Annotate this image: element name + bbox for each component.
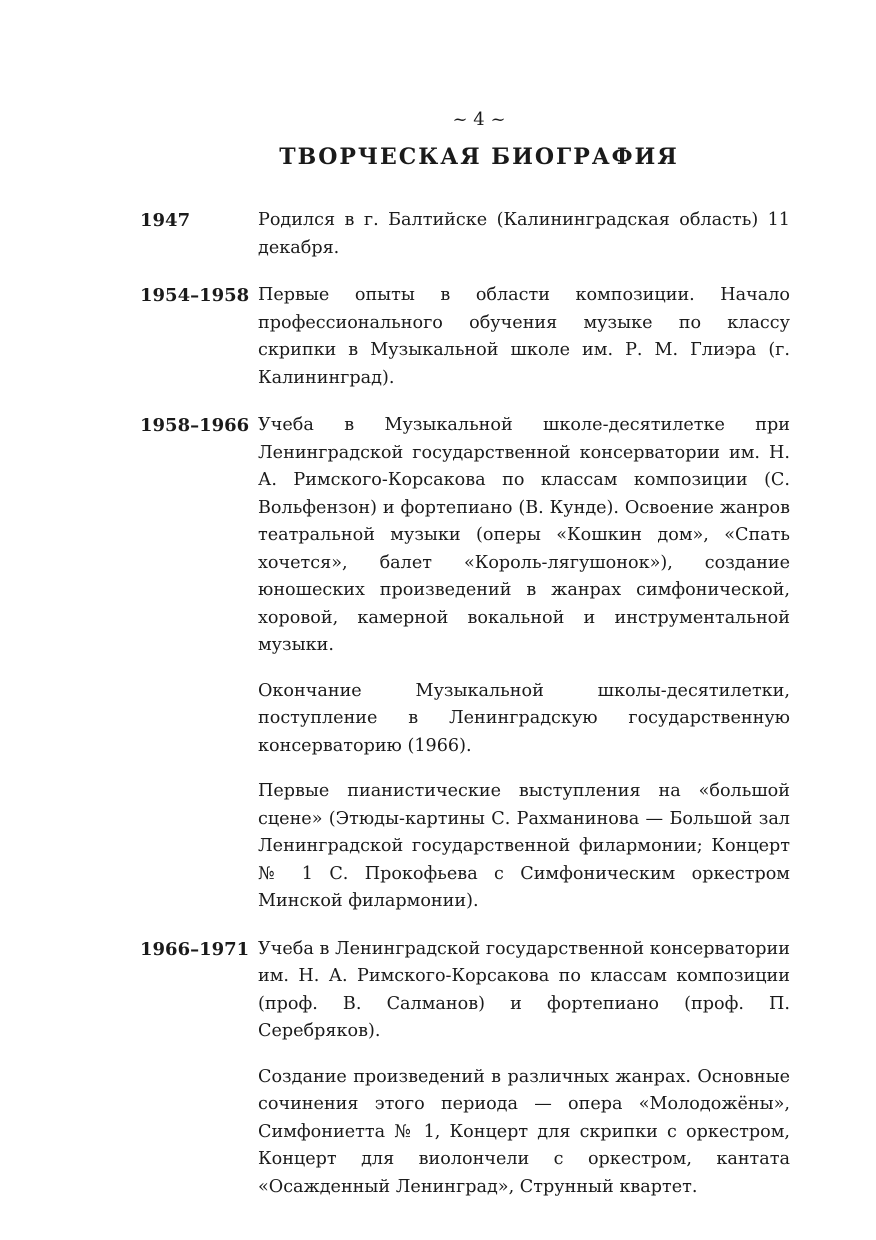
biography-entry [140,936,790,1202]
entry-paragraph: Родился в г. Балтийске (Калининградская область) 11 декабря. [258,210,790,258]
page-content [140,108,790,1221]
entry-year: 1958–1966 [140,415,250,436]
biography-entry [140,282,790,392]
biography-entry [140,207,790,262]
entry-text [258,282,790,392]
page-title: ТВОРЧЕСКАЯ БИОГРАФИЯ [279,144,679,170]
entry-text [258,412,790,916]
entry-paragraph: Первые пианистические выступления на «большой сцене» (Этюды-картины С. Рахманинова — Большой зал Ленинградской государственной филармонии; Концерт № 1 С. Прокофьева с Симфоническим оркестром Минской филармонии). [258,781,790,911]
entry-paragraph: Учеба в Ленинградской государственной консерватории им. Н. А. Римского-Корсакова по классам композиции (проф. В. Салманов) и фортепиано (проф. П. Серебряков). [258,938,790,1041]
entry-year: 1947 [140,210,191,231]
entry-year: 1954–1958 [140,285,250,306]
entry-year: 1966–1971 [140,938,250,960]
biography-entry [140,412,790,916]
page-number: ~ 4 ~ [452,109,506,130]
entry-paragraph: Первые опыты в области композиции. Начало профессионального обучения музыке по классу скрипки в Музыкальной школе им. Р. М. Глиэра (г. Калининград). [258,285,790,388]
entry-paragraph: Создание произведений в различных жанрах. Основные сочинения этого периода — опера «Молодожёны», Симфониетта № 1, Концерт для скрипки с оркестром, Концерт для виолончели с оркестром, кантата «Осажденный Ленинград», Струнный квартет. [258,1066,790,1197]
entry-paragraph: Учеба в Музыкальной школе-десятилетке при Ленинградской государственной консерватории им. Н. А. Римского-Корсакова по классам композиции (С. Вольфензон) и фортепиано (В. Кунде). Освоение жанров театральной музыки (оперы «Кошкин дом», «Спать хочется», балет «Король-лягушонок»), создание юношеских произведений в жанрах симфонической, хоровой, камерной вокальной и инструментальной музыки. [258,415,790,655]
entry-text [258,936,790,1202]
entry-text [258,207,790,262]
entry-paragraph: Окончание Музыкальной школы-десятилетки, поступление в Ленинградскую государственную консерваторию (1966). [258,680,790,756]
